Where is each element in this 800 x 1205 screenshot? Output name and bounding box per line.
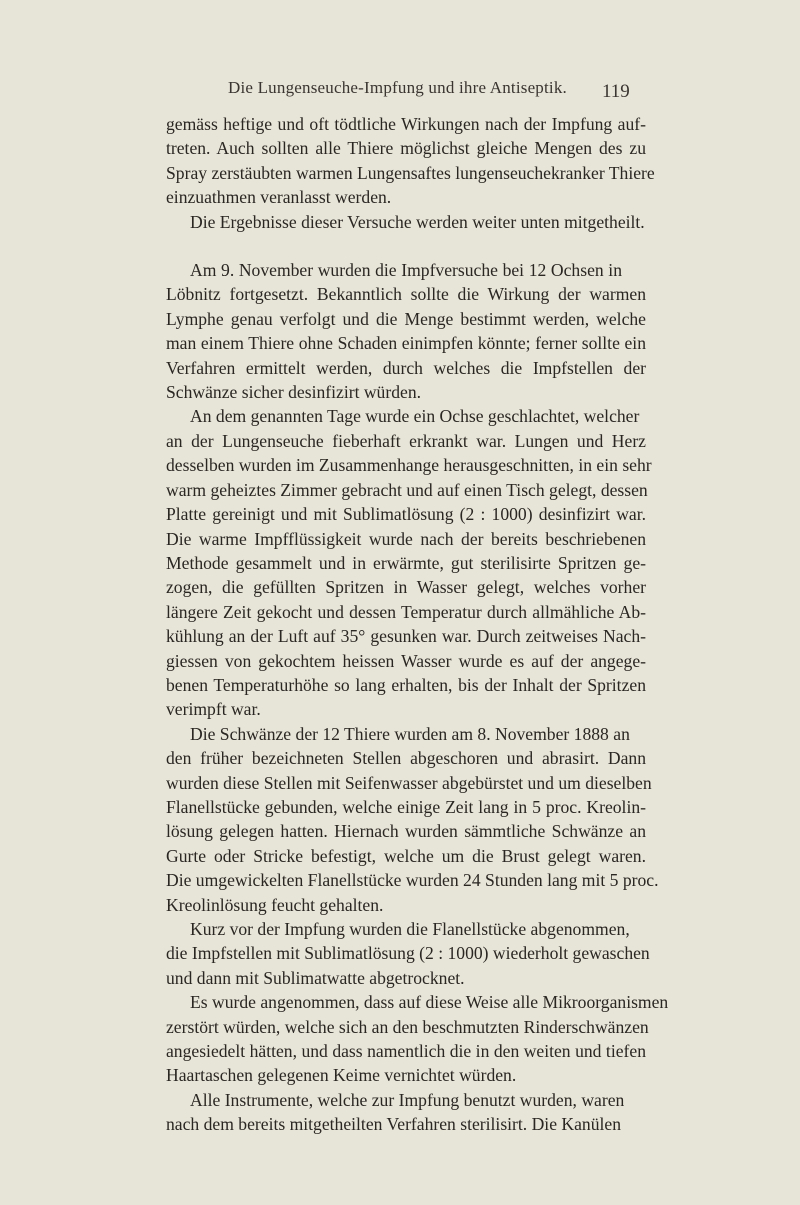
paragraph — [166, 112, 655, 210]
text-line: Haartaschen gelegenen Keime vernichtet würden. — [166, 1065, 517, 1086]
text-line: lösung gelegen hatten. Hiernach wurden sämmtliche Schwänze an — [166, 821, 646, 842]
text-line: Methode gesammelt und in erwärmte, gut sterilisirte Spritzen ge- — [166, 552, 646, 573]
text-line: und dann mit Sublimatwatte abgetrocknet. — [166, 967, 465, 988]
page-header — [0, 72, 800, 112]
text-line: angesiedelt hätten, und dass namentlich die in den weiten und tiefen — [166, 1041, 646, 1062]
text-line: Platte gereinigt und mit Sublimatlösung (2 : 1000) desinfizirt war. — [166, 504, 646, 525]
text-line: an der Lungenseuche fieberhaft erkrankt war. Lungen und Herz — [166, 430, 646, 451]
paragraph — [166, 210, 646, 234]
running-title: Die Lungenseuche-Impfung und ihre Antiseptik. — [228, 78, 568, 97]
text-line: warm geheiztes Zimmer gebracht und auf einen Tisch gelegt, dessen — [166, 479, 648, 500]
text-line: Spray zerstäubten warmen Lungensaftes lungenseuchekranker Thiere — [166, 162, 655, 183]
text-line: desselben wurden im Zusammenhange herausgeschnitten, in ein sehr — [166, 455, 652, 476]
text-line: man einem Thiere ohne Schaden einimpfen könnte; ferner sollte ein — [166, 333, 646, 354]
text-line: wurden diese Stellen mit Seifenwasser abgebürstet und um dieselben — [166, 772, 652, 793]
paragraph — [166, 917, 650, 990]
paragraph — [166, 404, 652, 721]
text-line: verimpft war. — [166, 699, 261, 720]
text-line: kühlung an der Luft auf 35° gesunken war. Durch zeitweises Nach- — [166, 626, 646, 647]
text-line: nach dem bereits mitgetheilten Verfahren sterilisirt. Die Kanülen — [166, 1114, 622, 1135]
paragraph-gap — [166, 234, 646, 258]
text-line: Gurte oder Stricke befestigt, welche um die Brust gelegt waren. — [166, 845, 646, 866]
text-line: Flanellstücke gebunden, welche einige Zeit lang in 5 proc. Kreolin- — [166, 796, 646, 817]
text-line: Lymphe genau verfolgt und die Menge bestimmt werden, welche — [166, 308, 646, 329]
text-line: Die warme Impfflüssigkeit wurde nach der bereits beschriebenen — [166, 528, 646, 549]
page-number: 119 — [602, 81, 630, 102]
text-line: Schwänze sicher desinfizirt würden. — [166, 382, 422, 403]
paragraph — [166, 990, 669, 1088]
paragraph — [166, 1088, 646, 1137]
text-line: die Impfstellen mit Sublimatlösung (2 : 1000) wiederholt gewaschen — [166, 943, 650, 964]
body-text — [166, 112, 669, 1137]
text-line: Alle Instrumente, welche zur Impfung benutzt wurden, waren — [190, 1089, 625, 1110]
text-line: benen Temperaturhöhe so lang erhalten, bis der Inhalt der Spritzen — [166, 674, 646, 695]
text-line: Kreolinlösung feucht gehalten. — [166, 894, 384, 915]
text-line: Kurz vor der Impfung wurden die Flanellstücke abgenommen, — [190, 919, 630, 939]
text-line: Am 9. November wurden die Impfversuche bei 12 Ochsen in — [190, 260, 622, 281]
text-line: Die Schwänze der 12 Thiere wurden am 8. November 1888 an — [190, 723, 630, 744]
text-line: einzuathmen veranlasst werden. — [166, 187, 392, 208]
text-line: gemäss heftige und oft tödtliche Wirkungen nach der Impfung auf- — [166, 114, 646, 134]
text-line: An dem genannten Tage wurde ein Ochse geschlachtet, welcher — [190, 406, 640, 427]
text-line: den früher bezeichneten Stellen abgeschoren und abrasirt. Dann — [166, 748, 646, 769]
text-line: Verfahren ermittelt werden, durch welches die Impfstellen der — [166, 357, 646, 378]
text-line: giessen von gekochtem heissen Wasser wurde es auf der angege- — [166, 650, 646, 671]
text-line: zogen, die gefüllten Spritzen in Wasser gelegt, welches vorher — [166, 577, 646, 598]
text-line: Die umgewickelten Flanellstücke wurden 24 Stunden lang mit 5 proc. — [166, 870, 659, 891]
text-line: treten. Auch sollten alle Thiere möglichst gleiche Mengen des zu — [166, 138, 646, 159]
text-line: Es wurde angenommen, dass auf diese Weise alle Mikroorganismen — [190, 992, 669, 1013]
paragraph — [166, 258, 646, 404]
text-line: Löbnitz fortgesetzt. Bekanntlich sollte die Wirkung der warmen — [166, 284, 646, 305]
text-line: Die Ergebnisse dieser Versuche werden weiter unten mitgetheilt. — [190, 211, 645, 232]
text-line: längere Zeit gekocht und dessen Temperatur durch allmähliche Ab- — [166, 601, 646, 622]
paragraph — [166, 722, 659, 917]
text-line: zerstört würden, welche sich an den beschmutzten Rinderschwänzen — [166, 1016, 649, 1037]
